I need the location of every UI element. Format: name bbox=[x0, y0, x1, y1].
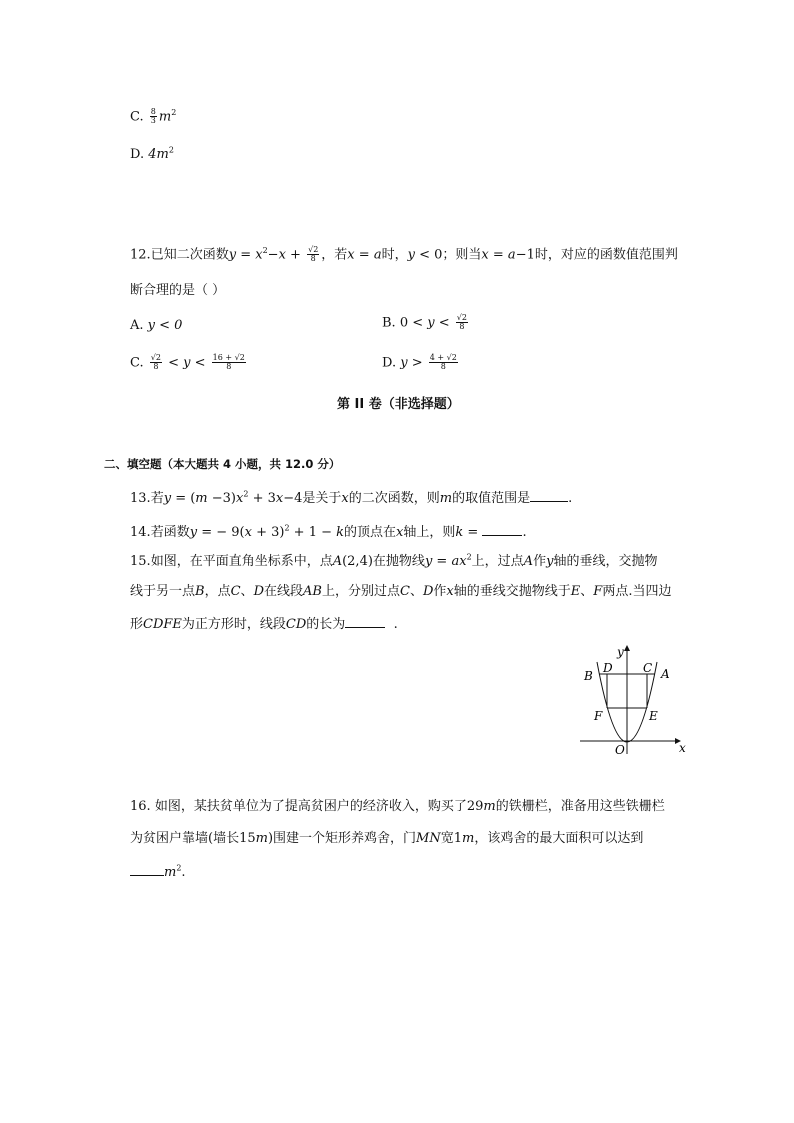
q13: 13.若$y = (m -3)x^2 + 3x-4$是关于x的二次函数，则m的取值范围是 . bbox=[130, 489, 573, 506]
answer-blank[interactable] bbox=[130, 864, 164, 876]
q12-stem-line1: 12.已知二次函数$y = x^2-x$ + $\frac{√2}{8}$ ，若x = a时，y < 0；则当x = a−1时，对应的函数值范围判 bbox=[130, 245, 678, 264]
label-e: E bbox=[649, 709, 658, 723]
fraction: $\frac{8}{3}$ bbox=[150, 107, 156, 126]
q12-option-c: C. $\frac{√2}{8}$ < y < $\frac{16 + √2}{8}$ bbox=[130, 353, 245, 372]
label-y: y bbox=[617, 645, 624, 659]
q16-line1: 16. 如图，某扶贫单位为了提高贫困户的经济收入，购买了29m的铁栅栏，准备用这些铁栅栏 bbox=[130, 799, 665, 814]
q11-option-c: C. $\frac{8}{3}$ $m^2$ bbox=[130, 107, 177, 126]
q15-line3: 形CDFE为正方形时，线段CD的长为 . bbox=[130, 617, 398, 632]
part2-title: 二、填空题（本大题共 4 小题，共 12.0 分） bbox=[104, 457, 341, 471]
label-f: F bbox=[594, 709, 603, 723]
label-b: B bbox=[584, 669, 593, 683]
label-c: C bbox=[643, 661, 653, 675]
label-x: x bbox=[679, 741, 686, 755]
parabola-figure bbox=[575, 642, 700, 757]
answer-blank[interactable] bbox=[530, 490, 568, 502]
label-d: D bbox=[603, 661, 613, 675]
q16-line2: 为贫困户靠墙(墙长15m)围建一个矩形养鸡舍，门MN宽1m，该鸡舍的最大面积可以达到 bbox=[130, 831, 644, 846]
section-title: 第 II 卷（非选择题） bbox=[337, 397, 460, 412]
q16-line3: $m^2$. bbox=[130, 864, 186, 879]
q12-option-a: A. y < 0 bbox=[130, 318, 183, 333]
q12-option-b: B. 0 < y < $\frac{√2}{8}$ bbox=[382, 313, 467, 332]
q12-option-d: D. y > $\frac{4 + √2}{8}$ bbox=[382, 353, 457, 372]
q12-stem-line2: 断合理的是（ ） bbox=[130, 283, 226, 298]
q14: 14.若函数y = − $9(x + 3)^2 + 1 - k$的顶点在x轴上，则k = . bbox=[130, 523, 527, 540]
answer-blank[interactable] bbox=[482, 524, 522, 536]
label-a: A bbox=[661, 667, 670, 681]
q11-option-d: D. $4m^2$ bbox=[130, 145, 174, 162]
q15-line2: 线于另一点B，点C、D在线段AB上，分别过点C、D作x轴的垂线交抛物线于E、F两点.当四边 bbox=[130, 584, 672, 599]
answer-blank[interactable] bbox=[345, 616, 385, 628]
label-o: O bbox=[615, 743, 625, 757]
q15-line1: 15.如图，在平面直角坐标系中，点A(2,4)在抛物线$y = ax^2$上，过点A作y轴的垂线，交抛物 bbox=[130, 552, 658, 569]
